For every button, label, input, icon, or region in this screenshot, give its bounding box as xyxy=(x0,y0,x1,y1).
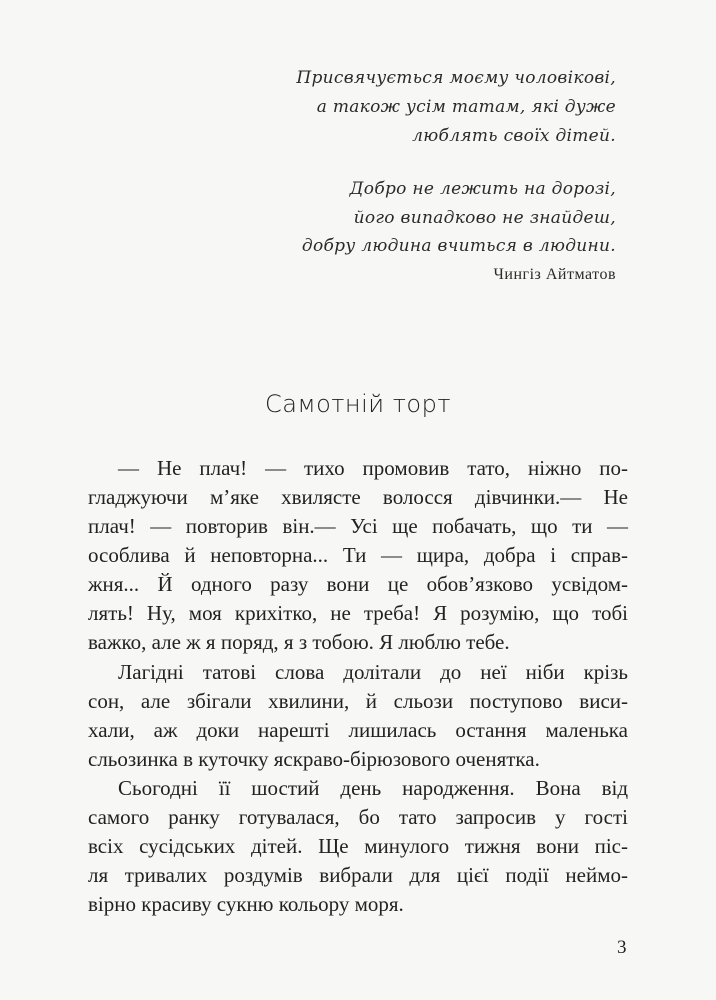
text-line: хали, аж доки нарешті лишилась остання маленька xyxy=(88,718,628,742)
text-line: сльозинка в куточку яскраво-бірюзового оченятка. xyxy=(88,747,540,771)
page-number: 3 xyxy=(617,937,627,958)
text-line: жня... Й одного разу вони це обов’язково усвідом- xyxy=(88,572,628,596)
text-line: Сьогодні її шостий день народження. Вона від xyxy=(118,776,628,800)
text-line: плач! — повторив він.— Усі ще побачать, що ти — xyxy=(88,514,628,538)
epigraph-line: добру людина вчиться в людини. xyxy=(301,236,616,256)
text-line: лять! Ну, моя крихітко, не треба! Я розумію, що тобі xyxy=(88,601,628,625)
text-line: ля тривалих роздумів вибрали для цієї події неймо- xyxy=(88,863,628,887)
text-line: Лагідні татові слова долітали до неї ніби крізь xyxy=(118,660,628,684)
text-line: всіх сусідських дітей. Ще минулого тижня вони піс- xyxy=(88,834,628,858)
epigraph-line: його випадково не знайдеш, xyxy=(353,208,616,228)
text-line: самого ранку готувалася, бо тато запросив у гості xyxy=(88,805,628,829)
dedication-line: а також усім татам, які дуже xyxy=(316,97,616,117)
text-line: сон, але збігали хвилини, й сльози поступово виси- xyxy=(88,689,628,713)
epigraph-line: Добро не лежить на дорозі, xyxy=(349,179,616,199)
text-line: гладжуючи м’яке хвилясте волосся дівчинки.— Не xyxy=(88,485,628,509)
epigraph-author: Чингіз Айтматов xyxy=(493,266,616,283)
text-line: вірно красиву сукню кольору моря. xyxy=(88,892,404,916)
text-line: важко, але ж я поряд, я з тобою. Я люблю тебе. xyxy=(88,630,510,654)
text-line: особлива й неповторна... Ти — щира, добра і справ- xyxy=(88,543,628,567)
text-line: — Не плач! — тихо промовив тато, ніжно по- xyxy=(118,456,628,480)
dedication-line: Присвячується моєму чоловікові, xyxy=(296,68,616,88)
chapter-title: Самотній торт xyxy=(265,390,451,418)
dedication-line: люблять своїх дітей. xyxy=(412,126,616,146)
